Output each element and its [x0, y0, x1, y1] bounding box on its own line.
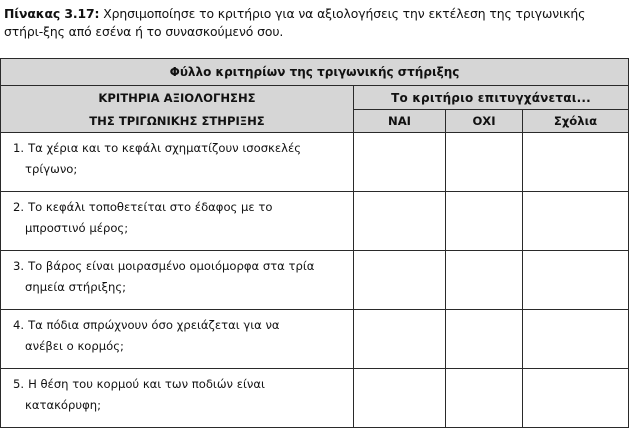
- criterion-cell: [1, 310, 354, 369]
- no-cell[interactable]: [446, 192, 523, 251]
- success-header: Το κριτήριο επιτυγχάνεται...: [354, 86, 629, 110]
- no-cell[interactable]: [446, 369, 523, 428]
- yes-cell[interactable]: [354, 310, 446, 369]
- table-row: [1, 133, 629, 192]
- yes-cell[interactable]: [354, 251, 446, 310]
- criterion-text: Το κεφάλι τοποθετείται στο έδαφος με το: [28, 200, 273, 214]
- table-row: [1, 369, 629, 428]
- yes-cell[interactable]: [354, 192, 446, 251]
- criterion-text-continued: μπροστινό μέρος;: [25, 221, 129, 235]
- caption-label: Πίνακας 3.17:: [4, 6, 100, 21]
- column-header-yes: ΝΑΙ: [354, 110, 446, 133]
- criterion-number: 3.: [13, 259, 25, 273]
- table-row: [1, 310, 629, 369]
- criterion-text: Η θέση του κορμού και των ποδιών είναι: [28, 377, 265, 391]
- criterion-cell: [1, 369, 354, 428]
- notes-cell[interactable]: [523, 310, 629, 369]
- table-title-row: [1, 59, 629, 86]
- criterion-text: Τα χέρια και το κεφάλι σχηματίζουν ισοσκελές: [28, 141, 302, 155]
- criterion-text-continued: σημεία στήριξης;: [25, 280, 127, 294]
- caption-text: Χρησιμοποίησε το κριτήριο για να αξιολογήσεις την εκτέλεση της τριγωνικής στήρι-ξης από εσένα ή το συνασκούμενό σου.: [4, 6, 586, 39]
- table-row: [1, 251, 629, 310]
- no-cell[interactable]: [446, 251, 523, 310]
- criterion-number: 1.: [13, 141, 25, 155]
- notes-cell[interactable]: [523, 133, 629, 192]
- criterion-cell: [1, 251, 354, 310]
- table-caption: [4, 5, 626, 41]
- criteria-header-line1: ΚΡΙΤΗΡΙΑ ΑΞΙΟΛΟΓΗΣΗΣ: [1, 86, 354, 110]
- notes-cell[interactable]: [523, 369, 629, 428]
- criterion-number: 4.: [13, 318, 25, 332]
- notes-cell[interactable]: [523, 251, 629, 310]
- criterion-number: 2.: [13, 200, 25, 214]
- notes-cell[interactable]: [523, 192, 629, 251]
- criterion-number: 5.: [13, 377, 25, 391]
- table-title: Φύλλο κριτηρίων της τριγωνικής στήριξης: [1, 59, 629, 86]
- yes-cell[interactable]: [354, 369, 446, 428]
- criterion-cell: [1, 192, 354, 251]
- column-header-notes: Σχόλια: [523, 110, 629, 133]
- header-row-1: [1, 86, 629, 110]
- criterion-cell: [1, 133, 354, 192]
- no-cell[interactable]: [446, 310, 523, 369]
- criterion-text-continued: ανέβει ο κορμός;: [25, 339, 124, 353]
- criterion-text: Τα πόδια σπρώχνουν όσο χρειάζεται για να: [28, 318, 280, 332]
- column-header-no: ΟΧΙ: [446, 110, 523, 133]
- table-row: [1, 192, 629, 251]
- criterion-text-continued: τρίγωνο;: [25, 162, 78, 176]
- criteria-table: [0, 58, 629, 428]
- yes-cell[interactable]: [354, 133, 446, 192]
- no-cell[interactable]: [446, 133, 523, 192]
- criteria-header-line2: ΤΗΣ ΤΡΙΓΩΝΙΚΗΣ ΣΤΗΡΙΞΗΣ: [1, 110, 354, 133]
- header-row-2: [1, 110, 629, 133]
- criterion-text-continued: κατακόρυφη;: [25, 398, 101, 412]
- criterion-text: Το βάρος είναι μοιρασμένο ομοιόμορφα στα τρία: [28, 259, 315, 273]
